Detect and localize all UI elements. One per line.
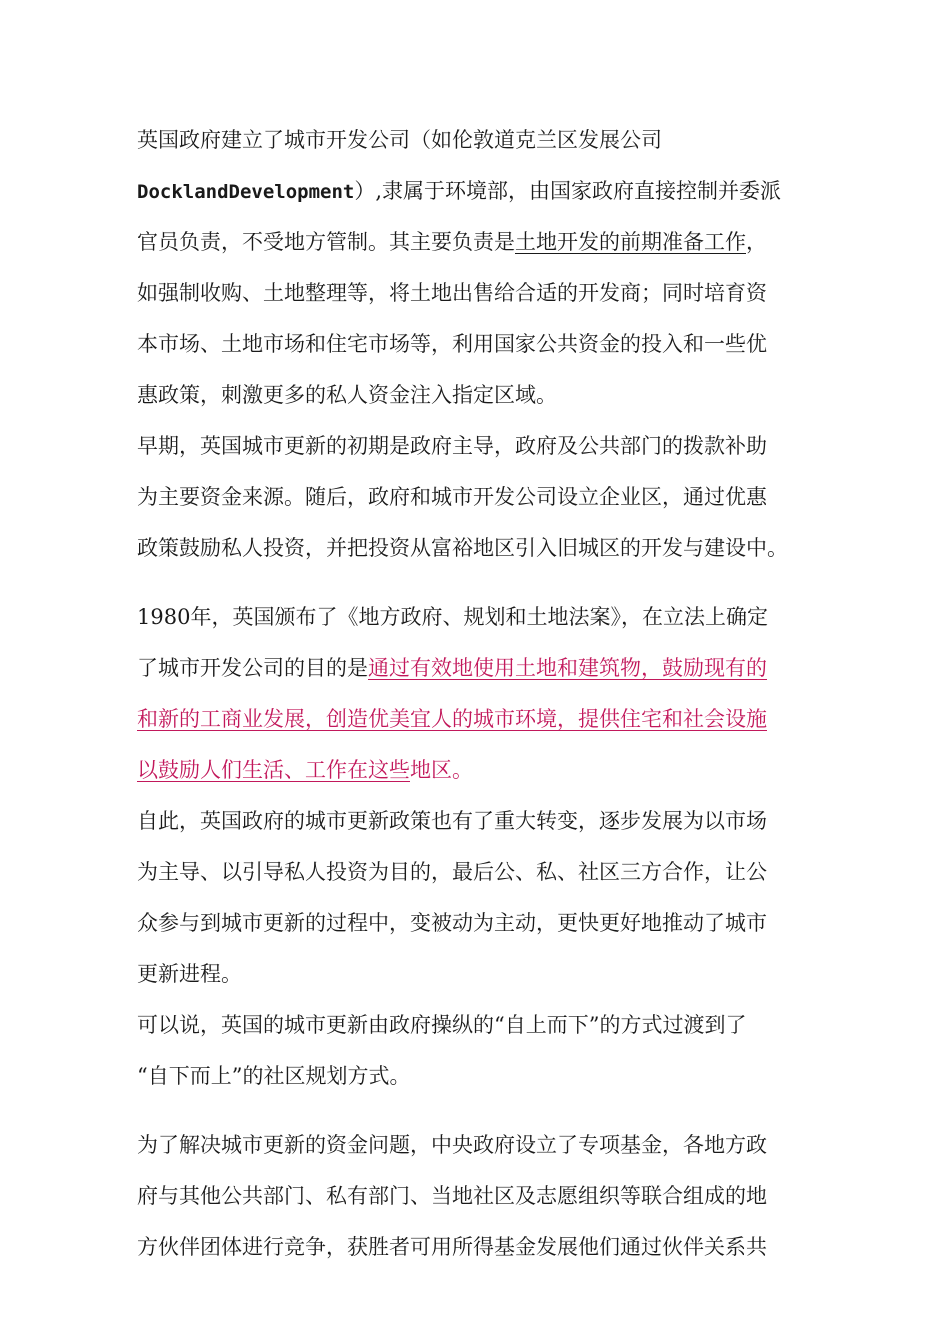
company-name-text: DocklandDevelopment [137,181,355,203]
text-run: 早期，英国城市更新的初期是政府主导，政府及公共部门的拨款补助 [137,434,767,458]
text-run: 了城市开发公司的目的是 [137,656,368,680]
paragraph-1-line-6 [137,370,817,421]
paragraph-4-line-2 [137,847,817,898]
paragraph-4-line-1 [137,796,817,847]
paragraph-4-line-4 [137,949,817,1000]
text-run: “自下而上”的社区规划方式。 [137,1064,411,1088]
paragraph-1-line-3 [137,217,817,268]
text-run: 惠政策，刺激更多的私人资金注入指定区域。 [137,383,557,407]
paragraph-6-line-3 [137,1222,817,1273]
text-run: 可以说，英国的城市更新由政府操纵的“自上而下”的方式过渡到了 [137,1013,747,1037]
paragraph-4-line-3 [137,898,817,949]
paragraph-1-line-4 [137,268,817,319]
text-run: 英国政府建立了城市开发公司（如伦敦道克兰区发展公司 [137,128,662,152]
text-run: 为主要资金来源。随后，政府和城市开发公司设立企业区，通过优惠 [137,485,767,509]
text-run: 众参与到城市更新的过程中，变被动为主动，更快更好地推动了城市 [137,911,767,935]
underlined-phrase: 土地开发的前期准备工作 [515,230,746,254]
text-run: 本市场、土地市场和住宅市场等，利用国家公共资金的投入和一些优 [137,332,767,356]
paragraph-3-line-3 [137,694,817,745]
text-run: ）,隶属于环境部，由国家政府直接控制并委派 [354,179,782,203]
highlighted-phrase: 以鼓励人们生活、工作在这些 [137,758,410,782]
text-run: 为主导、以引导私人投资为目的，最后公、私、社区三方合作，让公 [137,860,767,884]
text-run: 府与其他公共部门、私有部门、当地社区及志愿组织等联合组成的地 [137,1184,767,1208]
paragraph-5-line-2 [137,1051,817,1102]
text-run: 更新进程。 [137,962,242,986]
paragraph-3-line-4 [137,745,817,796]
paragraph-1-line-2 [137,166,817,217]
paragraph-5-line-1 [137,1000,817,1051]
paragraph-2-line-3 [137,523,817,574]
highlighted-phrase: 通过有效地使用土地和建筑物，鼓励现有的 [368,656,767,680]
text-run: ， [746,230,767,254]
text-run: 官员负责，不受地方管制。其主要负责是 [137,230,515,254]
paragraph-2-line-1 [137,421,817,472]
text-run: 为了解决城市更新的资金问题，中央政府设立了专项基金，各地方政 [137,1133,767,1157]
paragraph-6-line-2 [137,1171,817,1222]
text-run: 自此，英国政府的城市更新政策也有了重大转变，逐步发展为以市场 [137,809,767,833]
text-run: 如强制收购、土地整理等，将土地出售给合适的开发商；同时培育资 [137,281,767,305]
text-run: 方伙伴团体进行竞争，获胜者可用所得基金发展他们通过伙伴关系共 [137,1235,767,1259]
paragraph-1-line-5 [137,319,817,370]
paragraph-2-line-2 [137,472,817,523]
text-run: 地区。 [410,758,473,782]
paragraph-3-line-2 [137,643,817,694]
text-run: 1980年，英国颁布了《地方政府、规划和土地法案》，在立法上确定 [137,605,768,629]
highlighted-phrase: 和新的工商业发展，创造优美宜人的城市环境，提供住宅和社会设施 [137,707,767,731]
paragraph-1-line-1 [137,115,817,166]
paragraph-6-line-1 [137,1120,817,1171]
document-body [137,115,817,1273]
text-run: 政策鼓励私人投资，并把投资从富裕地区引入旧城区的开发与建设中。 [137,536,788,560]
paragraph-3-line-1 [137,592,817,643]
